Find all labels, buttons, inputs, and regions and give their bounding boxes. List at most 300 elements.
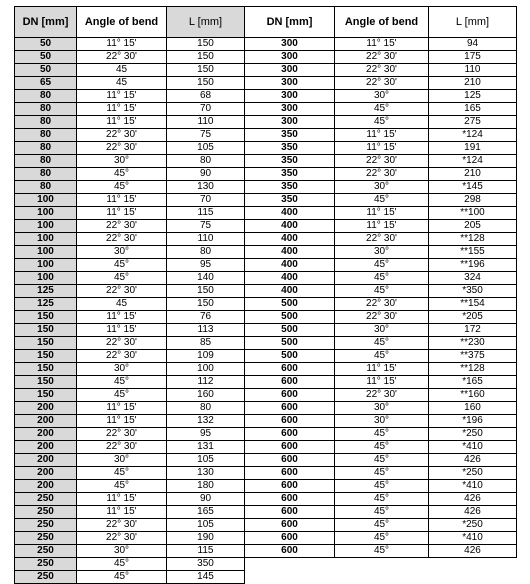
table-row [15,480,245,493]
dn-cell: 100 [15,220,77,233]
length-cell: 160 [429,402,517,415]
table-row [15,506,245,519]
table-row [245,428,517,441]
table-row [245,272,517,285]
dn-cell: 500 [245,298,335,311]
angle-cell: 11° 15' [77,402,167,415]
angle-cell: 45° [335,116,429,129]
angle-cell: 45° [77,558,167,571]
table-row [15,90,245,103]
length-cell: 210 [429,77,517,90]
length-cell: 75 [167,220,245,233]
dn-cell: 100 [15,194,77,207]
angle-cell: 45° [335,428,429,441]
table-row [15,233,245,246]
dn-cell: 50 [15,51,77,64]
table-row [15,571,245,584]
dn-cell: 600 [245,389,335,402]
angle-cell: 30° [77,454,167,467]
dn-cell: 500 [245,350,335,363]
angle-cell: 30° [335,402,429,415]
length-cell: 150 [167,285,245,298]
table-row [15,558,245,571]
table-row [245,64,517,77]
dn-cell: 400 [245,207,335,220]
table-row [15,376,245,389]
dn-cell: 600 [245,454,335,467]
dn-cell: 65 [15,77,77,90]
angle-cell: 45° [335,506,429,519]
angle-cell: 22° 30' [335,64,429,77]
angle-cell: 22° 30' [335,168,429,181]
table-row [245,415,517,428]
length-cell: 90 [167,168,245,181]
angle-cell: 30° [335,90,429,103]
table-row [15,103,245,116]
dn-cell: 150 [15,376,77,389]
dn-cell: 150 [15,389,77,402]
angle-cell: 11° 15' [77,207,167,220]
table-row [245,155,517,168]
length-cell: 350 [167,558,245,571]
table-row [15,194,245,207]
length-cell: 130 [167,467,245,480]
dn-cell: 80 [15,142,77,155]
dn-cell: 600 [245,428,335,441]
dn-cell: 150 [15,324,77,337]
table-row [15,311,245,324]
angle-header: Angle of bend [335,7,429,38]
angle-cell: 22° 30' [77,129,167,142]
table-row [245,389,517,402]
dn-cell: 100 [15,207,77,220]
length-cell: 109 [167,350,245,363]
table-row [15,259,245,272]
dn-cell: 200 [15,428,77,441]
angle-cell: 45° [77,259,167,272]
angle-cell: 11° 15' [335,129,429,142]
dn-cell: 600 [245,519,335,532]
dn-cell: 350 [245,194,335,207]
dn-cell: 80 [15,90,77,103]
table-row [15,116,245,129]
table-row [15,181,245,194]
dn-cell: 300 [245,64,335,77]
table-row [245,129,517,142]
table-row [15,363,245,376]
angle-cell: 22° 30' [335,51,429,64]
table-row [245,350,517,363]
angle-cell: 22° 30' [77,428,167,441]
angle-cell: 45° [335,350,429,363]
table-row [245,285,517,298]
dn-cell: 150 [15,337,77,350]
length-cell: *124 [429,129,517,142]
length-cell: 130 [167,181,245,194]
length-cell: 150 [167,38,245,51]
dn-cell: 80 [15,168,77,181]
angle-cell: 22° 30' [77,532,167,545]
left-table-body [15,38,245,584]
angle-cell: 11° 15' [335,363,429,376]
length-cell: 75 [167,129,245,142]
length-cell: 80 [167,155,245,168]
angle-cell: 45° [335,545,429,558]
dn-cell: 125 [15,298,77,311]
dn-cell: 150 [15,363,77,376]
table-row [15,441,245,454]
table-row [245,480,517,493]
dn-cell: 400 [245,259,335,272]
dn-cell: 600 [245,493,335,506]
table-row [245,298,517,311]
length-header: L [mm] [167,7,245,38]
angle-cell: 45° [335,467,429,480]
length-cell: 172 [429,324,517,337]
angle-cell: 45° [77,571,167,584]
angle-cell: 11° 15' [77,103,167,116]
angle-cell: 45° [77,168,167,181]
header-row [15,7,245,38]
length-cell: *250 [429,519,517,532]
angle-cell: 22° 30' [335,311,429,324]
dn-cell: 400 [245,233,335,246]
table-row [15,415,245,428]
length-cell: 110 [167,233,245,246]
length-cell: 115 [167,545,245,558]
angle-cell: 45° [77,389,167,402]
angle-cell: 11° 15' [77,38,167,51]
angle-cell: 45° [335,259,429,272]
dn-cell: 300 [245,38,335,51]
table-row [245,103,517,116]
dn-cell: 600 [245,480,335,493]
table-row [15,519,245,532]
angle-cell: 45° [77,181,167,194]
bend-table-left [14,6,245,584]
dn-cell: 400 [245,220,335,233]
dn-cell: 200 [15,402,77,415]
dn-cell: 50 [15,64,77,77]
table-row [15,272,245,285]
dn-cell: 350 [245,181,335,194]
dn-cell: 500 [245,324,335,337]
length-cell: 105 [167,519,245,532]
length-cell: 205 [429,220,517,233]
table-row [245,194,517,207]
length-cell: 105 [167,142,245,155]
length-cell: 110 [167,116,245,129]
table-row [245,324,517,337]
angle-cell: 45 [77,298,167,311]
angle-cell: 11° 15' [335,142,429,155]
table-row [15,545,245,558]
angle-cell: 11° 15' [77,311,167,324]
dn-cell: 600 [245,441,335,454]
dn-cell: 250 [15,493,77,506]
length-cell: 275 [429,116,517,129]
length-cell: 190 [167,532,245,545]
dn-cell: 125 [15,285,77,298]
length-cell: 80 [167,402,245,415]
length-header: L [mm] [429,7,517,38]
angle-cell: 22° 30' [77,337,167,350]
dn-cell: 150 [15,311,77,324]
table-row [15,220,245,233]
dn-header: DN [mm] [15,7,77,38]
table-row [15,324,245,337]
angle-cell: 11° 15' [77,415,167,428]
table-row [245,259,517,272]
angle-cell: 22° 30' [77,519,167,532]
length-cell: 150 [167,51,245,64]
length-cell: 132 [167,415,245,428]
angle-cell: 45° [77,467,167,480]
table-row [245,493,517,506]
dn-cell: 600 [245,415,335,428]
dn-cell: 50 [15,38,77,51]
table-row [15,155,245,168]
length-cell: 113 [167,324,245,337]
length-cell: 426 [429,493,517,506]
angle-cell: 22° 30' [77,233,167,246]
dn-cell: 80 [15,116,77,129]
length-cell: 150 [167,298,245,311]
table-row [245,402,517,415]
dn-cell: 80 [15,181,77,194]
dn-cell: 600 [245,506,335,519]
angle-cell: 11° 15' [335,38,429,51]
angle-header: Angle of bend [77,7,167,38]
table-row [15,532,245,545]
table-row [245,77,517,90]
angle-cell: 22° 30' [77,350,167,363]
length-cell: **375 [429,350,517,363]
length-cell: *145 [429,181,517,194]
angle-cell: 45° [77,376,167,389]
table-row [15,428,245,441]
dn-cell: 150 [15,350,77,363]
dn-cell: 250 [15,519,77,532]
dn-cell: 600 [245,363,335,376]
angle-cell: 22° 30' [335,233,429,246]
table-row [245,207,517,220]
angle-cell: 45 [77,64,167,77]
angle-cell: 22° 30' [335,389,429,402]
table-row [245,51,517,64]
table-row [15,207,245,220]
table-row [245,233,517,246]
length-cell: *196 [429,415,517,428]
angle-cell: 45° [335,285,429,298]
angle-cell: 30° [77,545,167,558]
dn-cell: 100 [15,246,77,259]
dn-cell: 250 [15,571,77,584]
length-cell: 95 [167,259,245,272]
angle-cell: 45° [335,337,429,350]
angle-cell: 30° [335,181,429,194]
angle-cell: 22° 30' [77,441,167,454]
angle-cell: 11° 15' [77,90,167,103]
length-cell: 76 [167,311,245,324]
dn-cell: 80 [15,103,77,116]
angle-cell: 22° 30' [77,51,167,64]
length-cell: 110 [429,64,517,77]
length-cell: 210 [429,168,517,181]
angle-cell: 30° [77,246,167,259]
dn-cell: 250 [15,506,77,519]
table-row [245,441,517,454]
dn-cell: 200 [15,454,77,467]
dn-cell: 350 [245,129,335,142]
length-cell: **154 [429,298,517,311]
length-cell: **160 [429,389,517,402]
length-cell: *350 [429,285,517,298]
table-row [245,337,517,350]
bend-table-right [244,6,517,558]
length-cell: 175 [429,51,517,64]
length-cell: 145 [167,571,245,584]
length-cell: 80 [167,246,245,259]
angle-cell: 11° 15' [77,506,167,519]
table-row [245,467,517,480]
table-row [245,142,517,155]
dn-cell: 350 [245,168,335,181]
angle-cell: 11° 15' [335,376,429,389]
dn-cell: 200 [15,441,77,454]
dn-cell: 300 [245,116,335,129]
table-row [15,454,245,467]
dn-cell: 600 [245,545,335,558]
table-row [245,311,517,324]
table-row [245,519,517,532]
length-cell: **128 [429,363,517,376]
angle-cell: 11° 15' [77,194,167,207]
length-cell: *205 [429,311,517,324]
length-cell: 180 [167,480,245,493]
angle-cell: 22° 30' [335,155,429,168]
length-cell: 150 [167,77,245,90]
angle-cell: 30° [335,415,429,428]
dn-cell: 400 [245,285,335,298]
dn-cell: 600 [245,532,335,545]
table-row [245,532,517,545]
dn-cell: 500 [245,337,335,350]
header-row [245,7,517,38]
length-cell: 68 [167,90,245,103]
angle-cell: 22° 30' [335,77,429,90]
angle-cell: 45 [77,77,167,90]
dn-cell: 500 [245,311,335,324]
length-cell: 131 [167,441,245,454]
dn-cell: 400 [245,272,335,285]
length-cell: *165 [429,376,517,389]
dn-cell: 200 [15,467,77,480]
table-row [15,129,245,142]
table-row [245,376,517,389]
table-row [245,506,517,519]
dn-cell: 600 [245,402,335,415]
dn-cell: 300 [245,103,335,116]
length-cell: 426 [429,454,517,467]
angle-cell: 22° 30' [77,220,167,233]
angle-cell: 45° [77,480,167,493]
angle-cell: 11° 15' [77,493,167,506]
table-row [15,467,245,480]
angle-cell: 45° [335,532,429,545]
dn-cell: 200 [15,415,77,428]
angle-cell: 45° [335,194,429,207]
angle-cell: 30° [77,363,167,376]
angle-cell: 45° [77,272,167,285]
table-row [15,337,245,350]
angle-cell: 30° [335,324,429,337]
length-cell: 150 [167,64,245,77]
length-cell: *410 [429,532,517,545]
angle-cell: 45° [335,519,429,532]
length-cell: 298 [429,194,517,207]
length-cell: 94 [429,38,517,51]
angle-cell: 30° [77,155,167,168]
table-row [245,454,517,467]
dn-cell: 100 [15,259,77,272]
length-cell: *410 [429,441,517,454]
angle-cell: 11° 15' [77,324,167,337]
angle-cell: 45° [335,480,429,493]
length-cell: 165 [429,103,517,116]
dn-cell: 300 [245,77,335,90]
length-cell: 70 [167,194,245,207]
table-row [245,168,517,181]
table-row [15,298,245,311]
table-row [245,90,517,103]
angle-cell: 45° [335,272,429,285]
length-cell: **100 [429,207,517,220]
table-row [15,246,245,259]
angle-cell: 11° 15' [335,220,429,233]
table-row [245,545,517,558]
length-cell: *124 [429,155,517,168]
angle-cell: 45° [335,441,429,454]
length-cell: 70 [167,103,245,116]
dn-cell: 300 [245,51,335,64]
length-cell: 105 [167,454,245,467]
dn-cell: 200 [15,480,77,493]
length-cell: 165 [167,506,245,519]
angle-cell: 22° 30' [77,285,167,298]
dn-cell: 350 [245,155,335,168]
length-cell: 191 [429,142,517,155]
length-cell: 426 [429,506,517,519]
length-cell: *250 [429,467,517,480]
angle-cell: 11° 15' [77,116,167,129]
length-cell: 324 [429,272,517,285]
length-cell: 140 [167,272,245,285]
dn-cell: 250 [15,532,77,545]
dn-cell: 600 [245,376,335,389]
angle-cell: 22° 30' [77,142,167,155]
table-row [245,38,517,51]
dn-header: DN [mm] [245,7,335,38]
length-cell: *410 [429,480,517,493]
angle-cell: 45° [335,454,429,467]
length-cell: 112 [167,376,245,389]
table-row [15,493,245,506]
angle-cell: 11° 15' [335,207,429,220]
dn-cell: 250 [15,545,77,558]
angle-cell: 45° [335,493,429,506]
table-row [15,38,245,51]
